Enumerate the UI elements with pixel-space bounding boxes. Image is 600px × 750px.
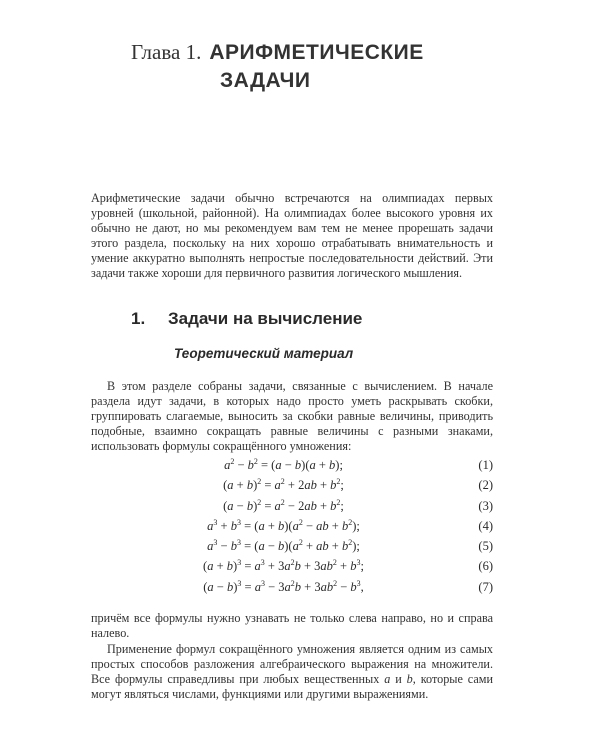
formula-list: [91, 456, 493, 598]
chapter-title-line2: ЗАДАЧИ: [220, 69, 311, 92]
application-paragraph: [91, 642, 493, 702]
section-heading: [131, 309, 491, 329]
chapter-label: Глава 1.: [131, 40, 202, 64]
section-title: Задачи на вычисление: [168, 309, 363, 328]
variable-b: b: [406, 672, 413, 686]
formula-number: (3): [478, 498, 493, 513]
subheading: Теоретический материал: [174, 346, 354, 361]
chapter-title-line1: АРИФМЕТИЧЕСКИЕ: [209, 41, 424, 64]
formula-row: [91, 578, 493, 598]
conjunction: и: [395, 672, 402, 686]
formula-number: (6): [478, 559, 493, 574]
formula-row: [91, 497, 493, 517]
formula-row: [91, 537, 493, 557]
theory-paragraph: В этом разделе собраны задачи, связанные с вычислением. В начале раздела идут задачи, в которых надо просто уметь раскрывать скобки, группировать слагаемые, выносить за скобки равные величины, приводить подобные, взаимно сокращать равные величины с разными знаками, использовать формулы сокращённого умножения:: [91, 379, 493, 453]
formula-row: [91, 476, 493, 496]
formula-number: (4): [478, 518, 493, 533]
variable-a: a: [384, 672, 391, 686]
chapter-heading: [131, 38, 531, 95]
formula-expression: $(a + b)^3 = a^3 + 3a^2b + 3ab^2 + b^3$;: [203, 558, 364, 574]
intro-paragraph: Арифметические задачи обычно встречаются на олимпиадах первых уровней (школьной, районной). На олимпиадах более высокого уровня их обычно не дают, но мы рекомендуем вам тем не менее прорешать задачи этого раздела, поскольку на них хорошо отрабатывать внимательность и умение аккуратно выполнять непростые последовательности действий. Эти задачи также хороши для первичного развития логического мышления.: [91, 191, 493, 280]
formula-expression: $a^3 + b^3 = (a + b)(a^2$ − ab + $b^2$);: [207, 517, 360, 533]
after-formulas-paragraph: причём все формулы нужно узнавать не только слева направо, но и справа налево.: [91, 611, 493, 641]
formula-expression: $a^2 - b^2 = (a - b)(a + b)$;: [224, 457, 343, 472]
formula-expression: $(a - b)^2 = a^2 - 2ab + b^2$;: [223, 497, 344, 513]
formula-expression: $(a + b)^2 = a^2 + 2ab + b^2$;: [223, 477, 344, 493]
application-text-before: Применение формул сокращённого умножения является одним из самых простых способов разложения алгебраического выражения на множители. Все формулы справедливы при любых вещественных: [91, 642, 493, 686]
application-text-after: , которые сами могут являться числами, функциями или другими выражениями.: [91, 672, 494, 701]
formula-number: (7): [478, 579, 493, 594]
formula-number: (5): [478, 539, 493, 554]
formula-number: (2): [478, 478, 493, 493]
formula-row: [91, 456, 493, 476]
formula-row: [91, 557, 493, 577]
section-number: 1.: [131, 309, 146, 328]
formula-number: (1): [478, 458, 493, 472]
formula-expression: $a^3 - b^3 = (a - b)(a^2$ + ab + $b^2$);: [207, 538, 360, 554]
formula-row: [91, 517, 493, 537]
formula-expression: $(a - b)^3 = a^3 - 3a^2b + 3ab^2 - b^3$,: [203, 578, 364, 594]
